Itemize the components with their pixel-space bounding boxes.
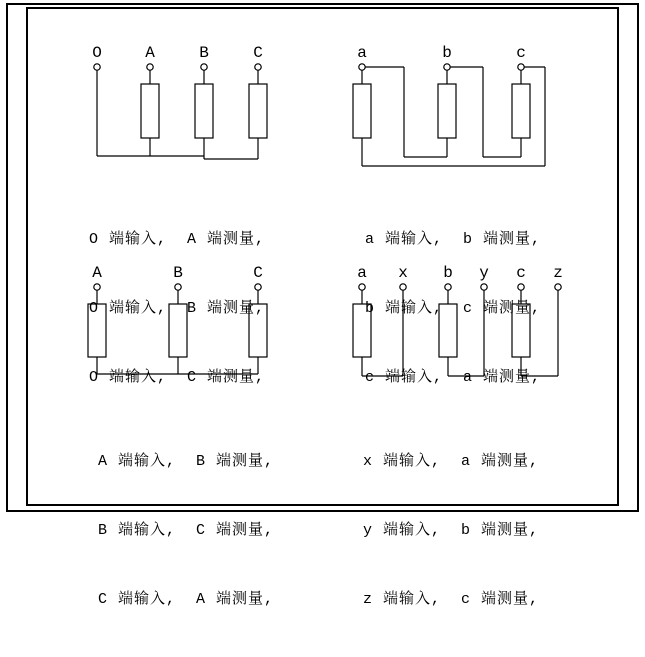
terminal-circle xyxy=(518,64,524,70)
terminal-label: b xyxy=(442,44,452,62)
terminal-label: z xyxy=(553,264,563,282)
terminal-label: c xyxy=(516,264,526,282)
winding-box xyxy=(249,84,267,138)
winding-box xyxy=(438,84,456,138)
caption-block-open-windings xyxy=(363,404,539,657)
caption-line: C 端输入, A 端测量, xyxy=(98,591,275,608)
terminal-label: y xyxy=(479,264,489,282)
winding-box xyxy=(195,84,213,138)
caption-block-yn-star xyxy=(89,182,265,435)
terminal-label: C xyxy=(253,44,263,62)
winding-box xyxy=(512,84,530,138)
terminal-label: x xyxy=(398,264,408,282)
caption-line: B 端输入, C 端测量, xyxy=(98,522,275,539)
caption-line: y 端输入, b 端测量, xyxy=(363,522,540,539)
terminal-label: B xyxy=(173,264,183,282)
diagram-yn-star xyxy=(92,44,267,159)
wiring xyxy=(97,70,258,159)
terminal-label: b xyxy=(443,264,453,282)
terminal-label: C xyxy=(253,264,263,282)
terminal-circle xyxy=(147,64,153,70)
terminal-label: O xyxy=(92,44,102,62)
caption-block-delta xyxy=(365,182,541,435)
caption-line: c 端输入, a 端测量, xyxy=(365,369,542,386)
terminal-label: A xyxy=(145,44,155,62)
terminal-circle xyxy=(201,64,207,70)
caption-line: b 端输入, c 端测量, xyxy=(365,300,542,317)
caption-line: z 端输入, c 端测量, xyxy=(363,591,540,608)
terminal-circle xyxy=(359,64,365,70)
terminal-label: a xyxy=(357,264,367,282)
winding-box xyxy=(353,84,371,138)
caption-line: O 端输入, B 端测量, xyxy=(89,300,266,317)
winding-box xyxy=(141,84,159,138)
caption-line: O 端输入, A 端测量, xyxy=(89,231,266,248)
diagram-delta xyxy=(353,44,545,166)
terminal-circle xyxy=(94,64,100,70)
terminal-label: B xyxy=(199,44,209,62)
terminal-circle xyxy=(444,64,450,70)
caption-line: A 端输入, B 端测量, xyxy=(98,453,275,470)
caption-line: x 端输入, a 端测量, xyxy=(363,453,540,470)
terminal-circle xyxy=(255,64,261,70)
terminal-circle xyxy=(555,284,561,290)
caption-line: O 端输入, C 端测量, xyxy=(89,369,266,386)
terminal-label: c xyxy=(516,44,526,62)
caption-block-star xyxy=(98,404,274,657)
caption-line: a 端输入, b 端测量, xyxy=(365,231,542,248)
terminal-label: A xyxy=(92,264,102,282)
terminal-label: a xyxy=(357,44,367,62)
